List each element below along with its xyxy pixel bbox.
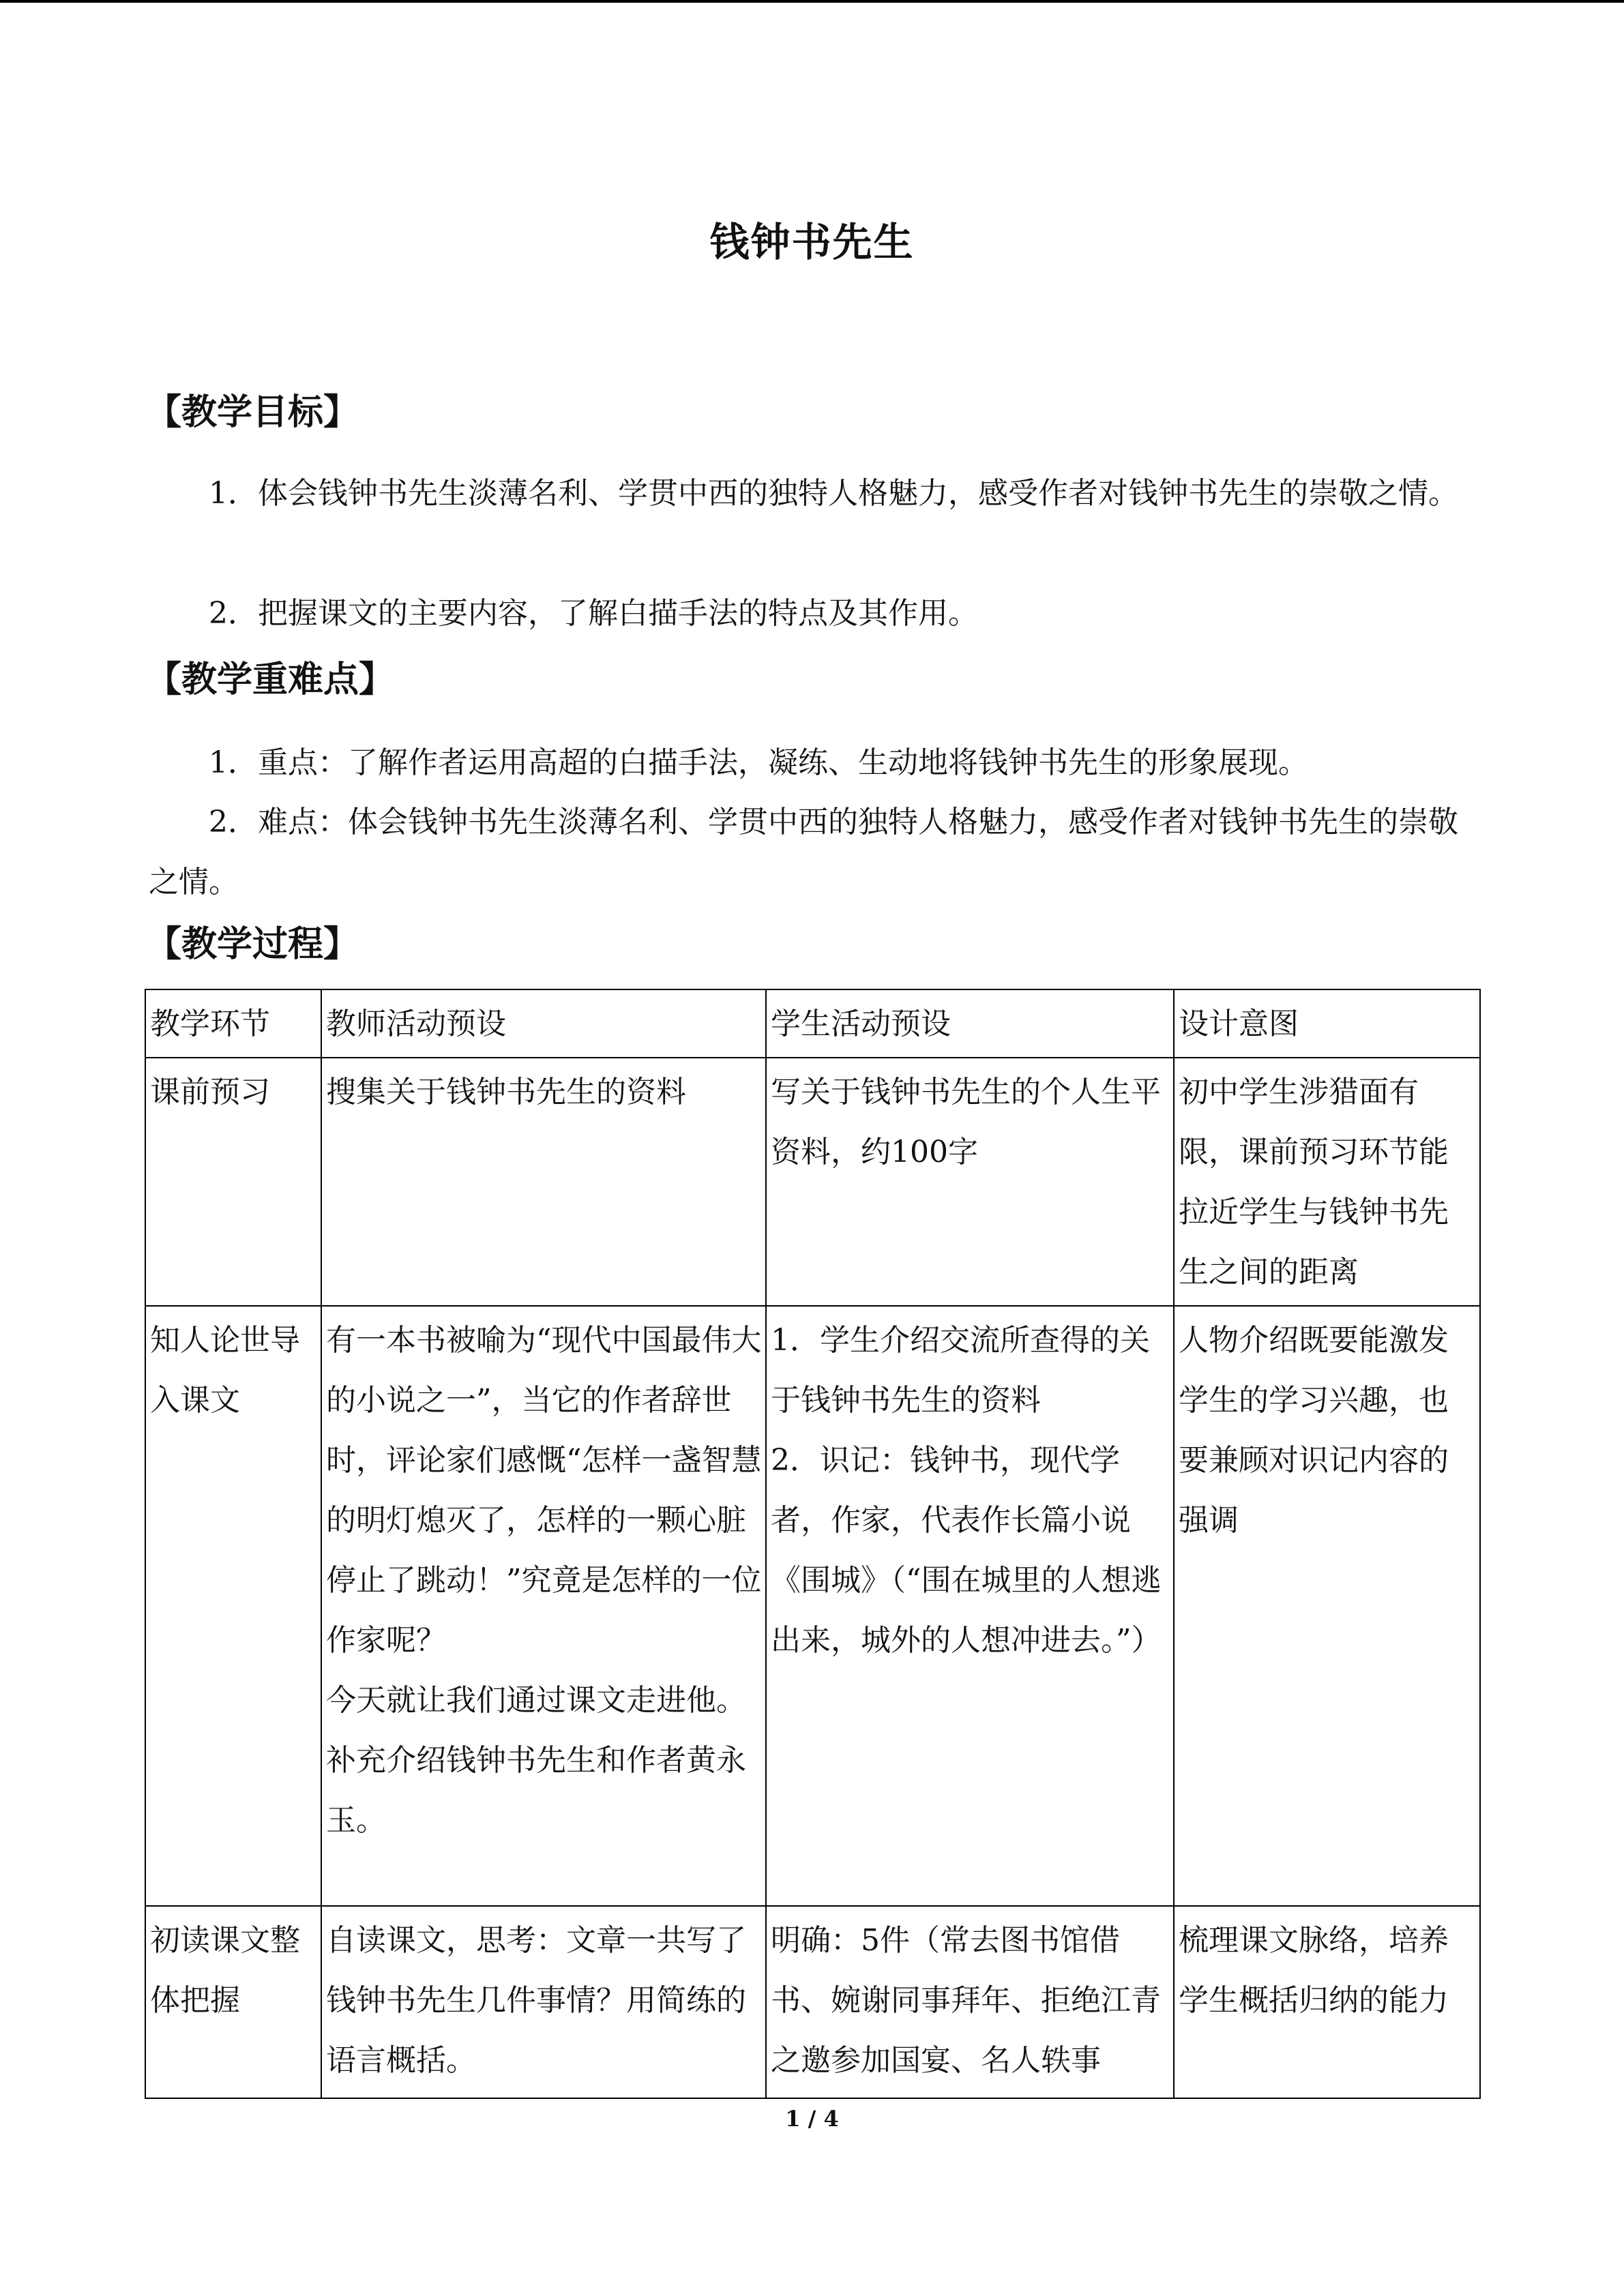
heading-objectives: 【教学目标】 <box>146 392 359 433</box>
teacher-line: 今天就让我们通过课文走进他。 <box>326 1683 746 1718</box>
teaching-process-table <box>145 989 1481 2099</box>
page-number: 1 / 4 <box>785 2106 839 2132</box>
cell-stage: 知人论世导入课文 <box>145 1306 321 1906</box>
teacher-line: 补充介绍钱钟书先生和作者黄永玉。 <box>326 1743 746 1838</box>
objective-item-2: 2．把握课文的主要内容，了解白描手法的特点及其作用。 <box>209 596 978 631</box>
header-teacher: 教师活动预设 <box>321 989 766 1058</box>
cell-stage: 课前预习 <box>145 1058 321 1306</box>
cell-teacher: 自读课文，思考：文章一共写了钱钟书先生几件事情？用简练的语言概括。 <box>321 1906 766 2098</box>
heading-key-points: 【教学重难点】 <box>146 659 395 700</box>
cell-student: 写关于钱钟书先生的个人生平资料，约100字 <box>766 1058 1174 1306</box>
cell-intent: 初中学生涉猎面有限，课前预习环节能拉近学生与钱钟书先生之间的距离 <box>1174 1058 1480 1306</box>
cell-stage: 初读课文整体把握 <box>145 1906 321 2098</box>
header-stage: 教学环节 <box>145 989 321 1058</box>
document-title: 钱钟书先生 <box>709 219 915 265</box>
cell-intent: 人物介绍既要能激发学生的学习兴趣，也要兼顾对识记内容的强调 <box>1174 1306 1480 1906</box>
header-intent: 设计意图 <box>1174 989 1480 1058</box>
cell-teacher <box>321 1306 766 1906</box>
key-point-item-1: 1．重点：了解作者运用高超的白描手法，凝练、生动地将钱钟书先生的形象展现。 <box>209 745 1308 780</box>
key-point-item-2: 2．难点：体会钱钟书先生淡薄名利、学贯中西的独特人格魅力，感受作者对钱钟书先生的崇敬之情。 <box>149 805 1458 899</box>
student-line: 2．识记：钱钟书，现代学者，作家，代表作长篇小说《围城》（“围在城里的人想逃出来，城外的人想冲进去。”） <box>771 1443 1162 1658</box>
teacher-line: 有一本书被喻为“现代中国最伟大的小说之一”，当它的作者辞世时，评论家们感慨“怎样一盏智慧的明灯熄灭了，怎样的一颗心脏停止了跳动！”究竟是怎样的一位作家呢？ <box>326 1323 762 1658</box>
heading-process: 【教学过程】 <box>146 924 359 965</box>
cell-teacher: 搜集关于钱钟书先生的资料 <box>321 1058 766 1306</box>
header-student: 学生活动预设 <box>766 989 1174 1058</box>
table-row <box>145 1306 1480 1906</box>
objective-item-1: 1．体会钱钟书先生淡薄名利、学贯中西的独特人格魅力，感受作者对钱钟书先生的崇敬之情。 <box>209 476 1458 511</box>
student-line: 1．学生介绍交流所查得的关于钱钟书先生的资料 <box>771 1323 1150 1418</box>
cell-student <box>766 1306 1174 1906</box>
table-row <box>145 1906 1480 2098</box>
table-header-row <box>145 989 1480 1058</box>
table-row <box>145 1058 1480 1306</box>
top-border-line <box>0 0 1624 3</box>
cell-intent: 梳理课文脉络，培养学生概括归纳的能力 <box>1174 1906 1480 2098</box>
cell-student: 明确：5件（常去图书馆借书、婉谢同事拜年、拒绝江青之邀参加国宴、名人轶事 <box>766 1906 1174 2098</box>
